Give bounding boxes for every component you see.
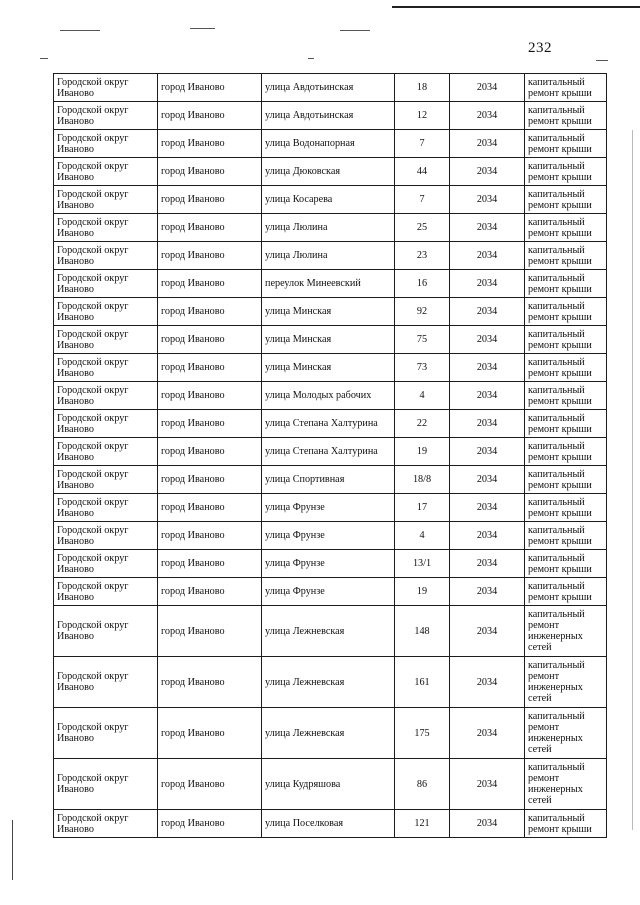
cell-street: улица Дюковская — [262, 158, 395, 186]
cell-region: Городской округ Иваново — [54, 522, 158, 550]
table-row — [54, 158, 607, 186]
cell-house: 148 — [395, 606, 450, 657]
cell-city: город Иваново — [158, 578, 262, 606]
cell-year: 2034 — [450, 74, 525, 102]
cell-work: капитальный ремонт крыши — [525, 550, 607, 578]
cell-region: Городской округ Иваново — [54, 158, 158, 186]
cell-city: город Иваново — [158, 382, 262, 410]
cell-region: Городской округ Иваново — [54, 606, 158, 657]
cell-year: 2034 — [450, 410, 525, 438]
table-row — [54, 214, 607, 242]
cell-city: город Иваново — [158, 242, 262, 270]
cell-street: улица Спортивная — [262, 466, 395, 494]
cell-year: 2034 — [450, 466, 525, 494]
table-row — [54, 657, 607, 708]
cell-street: улица Люлина — [262, 242, 395, 270]
cell-region: Городской округ Иваново — [54, 410, 158, 438]
cell-work: капитальный ремонт крыши — [525, 242, 607, 270]
cell-year: 2034 — [450, 242, 525, 270]
cell-street: улица Степана Халтурина — [262, 410, 395, 438]
table-row — [54, 578, 607, 606]
cell-region: Городской округ Иваново — [54, 74, 158, 102]
margin-line — [12, 820, 13, 880]
cell-year: 2034 — [450, 708, 525, 759]
registry-table — [53, 73, 607, 838]
cell-street: улица Лежневская — [262, 657, 395, 708]
cell-city: город Иваново — [158, 708, 262, 759]
cell-house: 25 — [395, 214, 450, 242]
table-row — [54, 810, 607, 838]
cell-house: 44 — [395, 158, 450, 186]
cell-work: капитальный ремонт крыши — [525, 522, 607, 550]
cell-city: город Иваново — [158, 130, 262, 158]
cell-house: 22 — [395, 410, 450, 438]
cell-year: 2034 — [450, 102, 525, 130]
cell-work: капитальный ремонт крыши — [525, 270, 607, 298]
table-row — [54, 466, 607, 494]
cell-year: 2034 — [450, 214, 525, 242]
cell-house: 86 — [395, 759, 450, 810]
cell-city: город Иваново — [158, 810, 262, 838]
cell-region: Городской округ Иваново — [54, 466, 158, 494]
cell-house: 175 — [395, 708, 450, 759]
cell-city: город Иваново — [158, 102, 262, 130]
scan-mark — [308, 58, 314, 59]
cell-region: Городской округ Иваново — [54, 186, 158, 214]
cell-house: 17 — [395, 494, 450, 522]
cell-city: город Иваново — [158, 74, 262, 102]
cell-house: 19 — [395, 578, 450, 606]
cell-region: Городской округ Иваново — [54, 298, 158, 326]
cell-year: 2034 — [450, 354, 525, 382]
cell-year: 2034 — [450, 657, 525, 708]
cell-house: 121 — [395, 810, 450, 838]
cell-year: 2034 — [450, 186, 525, 214]
table-row — [54, 606, 607, 657]
table-row — [54, 494, 607, 522]
cell-street: улица Авдотьинская — [262, 74, 395, 102]
cell-house: 23 — [395, 242, 450, 270]
scan-mark — [596, 60, 608, 61]
cell-region: Городской округ Иваново — [54, 494, 158, 522]
cell-city: город Иваново — [158, 354, 262, 382]
cell-region: Городской округ Иваново — [54, 354, 158, 382]
cell-city: город Иваново — [158, 550, 262, 578]
cell-work: капитальный ремонт крыши — [525, 186, 607, 214]
cell-street: улица Фрунзе — [262, 522, 395, 550]
table-row — [54, 270, 607, 298]
table-row — [54, 186, 607, 214]
table-row — [54, 708, 607, 759]
cell-house: 92 — [395, 298, 450, 326]
cell-year: 2034 — [450, 759, 525, 810]
table-row — [54, 410, 607, 438]
cell-street: улица Водонапорная — [262, 130, 395, 158]
cell-work: капитальный ремонт инженерных сетей — [525, 759, 607, 810]
scan-mark — [190, 28, 215, 29]
table-row — [54, 130, 607, 158]
cell-region: Городской округ Иваново — [54, 270, 158, 298]
cell-region: Городской округ Иваново — [54, 657, 158, 708]
cell-region: Городской округ Иваново — [54, 578, 158, 606]
cell-street: переулок Минеевский — [262, 270, 395, 298]
page-edge — [632, 130, 633, 830]
cell-year: 2034 — [450, 550, 525, 578]
scan-mark — [340, 30, 370, 31]
cell-house: 12 — [395, 102, 450, 130]
cell-house: 75 — [395, 326, 450, 354]
cell-work: капитальный ремонт крыши — [525, 466, 607, 494]
cell-region: Городской округ Иваново — [54, 102, 158, 130]
cell-street: улица Авдотьинская — [262, 102, 395, 130]
table-row — [54, 438, 607, 466]
table-body — [54, 74, 607, 838]
cell-city: город Иваново — [158, 522, 262, 550]
cell-year: 2034 — [450, 326, 525, 354]
cell-street: улица Лежневская — [262, 606, 395, 657]
cell-year: 2034 — [450, 522, 525, 550]
cell-house: 73 — [395, 354, 450, 382]
cell-work: капитальный ремонт крыши — [525, 102, 607, 130]
cell-work: капитальный ремонт крыши — [525, 158, 607, 186]
cell-year: 2034 — [450, 158, 525, 186]
cell-region: Городской округ Иваново — [54, 214, 158, 242]
table-row — [54, 354, 607, 382]
cell-region: Городской округ Иваново — [54, 242, 158, 270]
table-row — [54, 242, 607, 270]
cell-year: 2034 — [450, 438, 525, 466]
cell-work: капитальный ремонт крыши — [525, 130, 607, 158]
cell-work: капитальный ремонт крыши — [525, 214, 607, 242]
cell-region: Городской округ Иваново — [54, 130, 158, 158]
cell-work: капитальный ремонт крыши — [525, 326, 607, 354]
scan-mark — [40, 58, 48, 59]
cell-region: Городской округ Иваново — [54, 550, 158, 578]
scan-mark — [60, 30, 100, 31]
cell-region: Городской округ Иваново — [54, 326, 158, 354]
table-row — [54, 326, 607, 354]
cell-year: 2034 — [450, 810, 525, 838]
cell-house: 18/8 — [395, 466, 450, 494]
table-row — [54, 298, 607, 326]
table-row — [54, 550, 607, 578]
cell-house: 19 — [395, 438, 450, 466]
cell-city: город Иваново — [158, 606, 262, 657]
cell-street: улица Фрунзе — [262, 550, 395, 578]
cell-work: капитальный ремонт крыши — [525, 438, 607, 466]
cell-house: 13/1 — [395, 550, 450, 578]
table-row — [54, 102, 607, 130]
cell-city: город Иваново — [158, 298, 262, 326]
cell-region: Городской округ Иваново — [54, 810, 158, 838]
cell-work: капитальный ремонт крыши — [525, 494, 607, 522]
cell-city: город Иваново — [158, 759, 262, 810]
top-rule — [392, 6, 640, 8]
cell-street: улица Фрунзе — [262, 494, 395, 522]
table-row — [54, 74, 607, 102]
page-number: 232 — [528, 40, 552, 56]
cell-work: капитальный ремонт крыши — [525, 298, 607, 326]
cell-street: улица Лежневская — [262, 708, 395, 759]
cell-city: город Иваново — [158, 410, 262, 438]
cell-house: 7 — [395, 186, 450, 214]
cell-street: улица Кудряшова — [262, 759, 395, 810]
cell-street: улица Минская — [262, 326, 395, 354]
cell-work: капитальный ремонт инженерных сетей — [525, 606, 607, 657]
cell-house: 4 — [395, 522, 450, 550]
cell-street: улица Люлина — [262, 214, 395, 242]
cell-house: 18 — [395, 74, 450, 102]
cell-year: 2034 — [450, 270, 525, 298]
cell-work: капитальный ремонт крыши — [525, 382, 607, 410]
cell-year: 2034 — [450, 130, 525, 158]
cell-city: город Иваново — [158, 158, 262, 186]
cell-work: капитальный ремонт крыши — [525, 578, 607, 606]
cell-region: Городской округ Иваново — [54, 759, 158, 810]
cell-city: город Иваново — [158, 494, 262, 522]
cell-work: капитальный ремонт крыши — [525, 810, 607, 838]
cell-city: город Иваново — [158, 214, 262, 242]
cell-region: Городской округ Иваново — [54, 708, 158, 759]
cell-city: город Иваново — [158, 657, 262, 708]
cell-work: капитальный ремонт крыши — [525, 354, 607, 382]
cell-street: улица Минская — [262, 298, 395, 326]
cell-region: Городской округ Иваново — [54, 382, 158, 410]
cell-region: Городской округ Иваново — [54, 438, 158, 466]
cell-street: улица Поселковая — [262, 810, 395, 838]
cell-house: 16 — [395, 270, 450, 298]
cell-street: улица Молодых рабочих — [262, 382, 395, 410]
cell-work: капитальный ремонт крыши — [525, 74, 607, 102]
cell-year: 2034 — [450, 606, 525, 657]
cell-house: 4 — [395, 382, 450, 410]
cell-work: капитальный ремонт инженерных сетей — [525, 657, 607, 708]
cell-work: капитальный ремонт инженерных сетей — [525, 708, 607, 759]
table-row — [54, 382, 607, 410]
cell-city: город Иваново — [158, 438, 262, 466]
table-row — [54, 759, 607, 810]
cell-city: город Иваново — [158, 186, 262, 214]
cell-city: город Иваново — [158, 326, 262, 354]
table-row — [54, 522, 607, 550]
cell-year: 2034 — [450, 382, 525, 410]
cell-house: 7 — [395, 130, 450, 158]
cell-year: 2034 — [450, 298, 525, 326]
cell-street: улица Степана Халтурина — [262, 438, 395, 466]
cell-work: капитальный ремонт крыши — [525, 410, 607, 438]
cell-street: улица Минская — [262, 354, 395, 382]
cell-city: город Иваново — [158, 466, 262, 494]
cell-city: город Иваново — [158, 270, 262, 298]
cell-year: 2034 — [450, 494, 525, 522]
cell-street: улица Косарева — [262, 186, 395, 214]
cell-street: улица Фрунзе — [262, 578, 395, 606]
cell-year: 2034 — [450, 578, 525, 606]
cell-house: 161 — [395, 657, 450, 708]
